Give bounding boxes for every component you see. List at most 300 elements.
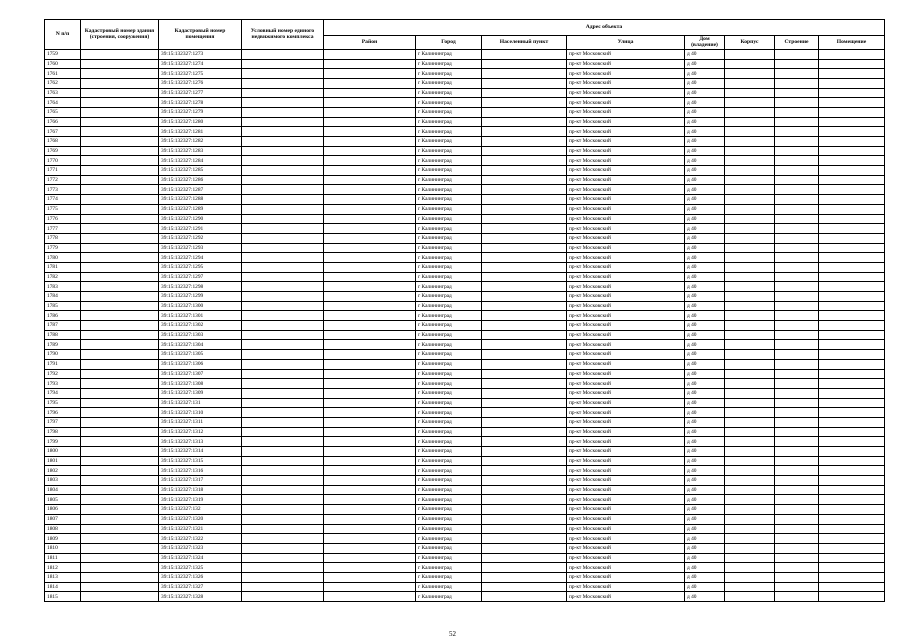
cell-district <box>324 408 416 418</box>
cell-cad-complex <box>242 204 324 214</box>
cell-settlement <box>482 117 567 127</box>
cell-city: г Калининград <box>416 534 482 544</box>
cell-block <box>725 311 775 321</box>
cell-block <box>725 262 775 272</box>
cell-street: пр-кт Московский <box>567 388 685 398</box>
cell-building <box>775 49 819 59</box>
table-row <box>45 321 885 331</box>
table-row <box>45 204 885 214</box>
cell-building <box>775 447 819 457</box>
cell-house: д 40 <box>685 437 725 447</box>
cell-house: д 40 <box>685 175 725 185</box>
cell-premises <box>819 49 885 59</box>
cell-settlement <box>482 437 567 447</box>
header-address: Адрес объекта <box>324 20 885 36</box>
cell-cad-building <box>81 495 159 505</box>
cell-premises <box>819 524 885 534</box>
cell-street: пр-кт Московский <box>567 524 685 534</box>
cell-settlement <box>482 156 567 166</box>
cell-cad-complex <box>242 495 324 505</box>
cell-premises <box>819 456 885 466</box>
cell-settlement <box>482 543 567 553</box>
cell-house: д 40 <box>685 359 725 369</box>
cell-house: д 40 <box>685 204 725 214</box>
cell-cad-complex <box>242 427 324 437</box>
cell-block <box>725 408 775 418</box>
cell-city: г Калининград <box>416 166 482 176</box>
cell-cad-complex <box>242 253 324 263</box>
cell-premises <box>819 185 885 195</box>
cell-house: д 40 <box>685 253 725 263</box>
cell-cad-complex <box>242 127 324 137</box>
cell-city: г Калининград <box>416 224 482 234</box>
cell-premises <box>819 350 885 360</box>
cell-street: пр-кт Московский <box>567 272 685 282</box>
cell-house: д 40 <box>685 127 725 137</box>
cell-cad-complex <box>242 563 324 573</box>
table-row <box>45 340 885 350</box>
cell-block <box>725 185 775 195</box>
cell-premises <box>819 582 885 592</box>
cell-premises <box>819 466 885 476</box>
cell-num: 1786 <box>45 311 81 321</box>
cell-num: 1794 <box>45 388 81 398</box>
cell-num: 1802 <box>45 466 81 476</box>
cell-block <box>725 175 775 185</box>
cell-cad-complex <box>242 233 324 243</box>
cell-block <box>725 514 775 524</box>
cell-settlement <box>482 243 567 253</box>
cell-settlement <box>482 495 567 505</box>
cell-cad-room: 39:15:132327:1289 <box>159 204 242 214</box>
cell-premises <box>819 572 885 582</box>
table-row <box>45 49 885 59</box>
cell-cad-room: 39:15:132327:1281 <box>159 127 242 137</box>
cell-num: 1777 <box>45 224 81 234</box>
cell-num: 1773 <box>45 185 81 195</box>
cell-street: пр-кт Московский <box>567 505 685 515</box>
table-row <box>45 388 885 398</box>
table-row <box>45 476 885 486</box>
cell-district <box>324 398 416 408</box>
cell-street: пр-кт Московский <box>567 495 685 505</box>
cell-district <box>324 117 416 127</box>
cell-cad-room: 39:15:132327:1304 <box>159 340 242 350</box>
cell-house: д 40 <box>685 485 725 495</box>
cell-cad-building <box>81 505 159 515</box>
table-row <box>45 534 885 544</box>
cell-cad-room: 39:15:132327:1302 <box>159 321 242 331</box>
cell-house: д 40 <box>685 447 725 457</box>
cell-block <box>725 204 775 214</box>
cell-street: пр-кт Московский <box>567 166 685 176</box>
cell-district <box>324 49 416 59</box>
cell-house: д 40 <box>685 49 725 59</box>
table-row <box>45 543 885 553</box>
cell-street: пр-кт Московский <box>567 185 685 195</box>
cell-premises <box>819 78 885 88</box>
cell-cad-building <box>81 107 159 117</box>
cell-district <box>324 379 416 389</box>
cell-settlement <box>482 78 567 88</box>
cell-city: г Калининград <box>416 321 482 331</box>
cell-cad-room: 39:15:132327:1277 <box>159 88 242 98</box>
table-row <box>45 185 885 195</box>
cell-num: 1805 <box>45 495 81 505</box>
cell-cad-building <box>81 137 159 147</box>
cell-building <box>775 224 819 234</box>
table-row <box>45 88 885 98</box>
table-row <box>45 582 885 592</box>
cell-premises <box>819 253 885 263</box>
cell-block <box>725 127 775 137</box>
cell-building <box>775 321 819 331</box>
cell-city: г Калининград <box>416 107 482 117</box>
cell-house: д 40 <box>685 98 725 108</box>
cell-district <box>324 204 416 214</box>
cell-block <box>725 233 775 243</box>
cell-district <box>324 369 416 379</box>
cell-settlement <box>482 340 567 350</box>
cell-block <box>725 272 775 282</box>
cell-house: д 40 <box>685 195 725 205</box>
cell-building <box>775 340 819 350</box>
cell-district <box>324 166 416 176</box>
cell-city: г Калининград <box>416 262 482 272</box>
cell-building <box>775 388 819 398</box>
cell-block <box>725 369 775 379</box>
table-row <box>45 224 885 234</box>
table-row <box>45 311 885 321</box>
cell-cad-room: 39:15:132327:1276 <box>159 78 242 88</box>
cell-block <box>725 388 775 398</box>
cell-cad-room: 39:15:132327:1305 <box>159 350 242 360</box>
cell-settlement <box>482 350 567 360</box>
cell-city: г Калининград <box>416 524 482 534</box>
cell-building <box>775 69 819 79</box>
cell-num: 1809 <box>45 534 81 544</box>
cell-cad-room: 39:15:132327:1283 <box>159 146 242 156</box>
cell-building <box>775 330 819 340</box>
cell-building <box>775 195 819 205</box>
cell-cad-building <box>81 292 159 302</box>
cell-city: г Калининград <box>416 592 482 602</box>
cell-cad-complex <box>242 243 324 253</box>
cell-cad-room: 39:15:132327:1294 <box>159 253 242 263</box>
cell-premises <box>819 243 885 253</box>
cell-cad-building <box>81 301 159 311</box>
cell-block <box>725 582 775 592</box>
cell-num: 1770 <box>45 156 81 166</box>
cell-settlement <box>482 253 567 263</box>
cell-cad-building <box>81 204 159 214</box>
cell-house: д 40 <box>685 408 725 418</box>
cell-cad-room: 39:15:132327:1320 <box>159 514 242 524</box>
cell-premises <box>819 301 885 311</box>
cell-house: д 40 <box>685 369 725 379</box>
cell-premises <box>819 379 885 389</box>
cell-district <box>324 524 416 534</box>
header-premises: Помещение <box>819 36 885 50</box>
cell-num: 1804 <box>45 485 81 495</box>
cell-city: г Калининград <box>416 456 482 466</box>
cell-house: д 40 <box>685 572 725 582</box>
cell-cad-building <box>81 233 159 243</box>
cell-street: пр-кт Московский <box>567 262 685 272</box>
cell-building <box>775 262 819 272</box>
cell-cad-room: 39:15:132327:1282 <box>159 137 242 147</box>
cell-block <box>725 340 775 350</box>
cell-street: пр-кт Московский <box>567 456 685 466</box>
cell-city: г Калининград <box>416 78 482 88</box>
table-row <box>45 166 885 176</box>
cell-district <box>324 330 416 340</box>
cell-cad-building <box>81 69 159 79</box>
table-row <box>45 175 885 185</box>
header-building: Строение <box>775 36 819 50</box>
cell-house: д 40 <box>685 185 725 195</box>
cell-city: г Калининград <box>416 408 482 418</box>
cell-num: 1790 <box>45 350 81 360</box>
cell-house: д 40 <box>685 505 725 515</box>
cell-cad-building <box>81 185 159 195</box>
cell-city: г Калининград <box>416 466 482 476</box>
cell-district <box>324 563 416 573</box>
cell-premises <box>819 156 885 166</box>
cell-street: пр-кт Московский <box>567 543 685 553</box>
cell-block <box>725 359 775 369</box>
cell-cad-complex <box>242 534 324 544</box>
cell-building <box>775 137 819 147</box>
table-row <box>45 78 885 88</box>
cell-house: д 40 <box>685 388 725 398</box>
table-row <box>45 505 885 515</box>
cell-cad-room: 39:15:132327:1327 <box>159 582 242 592</box>
cell-cad-complex <box>242 69 324 79</box>
cell-street: пр-кт Московский <box>567 175 685 185</box>
cell-premises <box>819 117 885 127</box>
cell-cad-room: 39:15:132327:1328 <box>159 592 242 602</box>
cell-city: г Калининград <box>416 233 482 243</box>
cell-house: д 40 <box>685 563 725 573</box>
cell-num: 1774 <box>45 195 81 205</box>
cell-cad-room: 39:15:132327:1319 <box>159 495 242 505</box>
cell-cad-building <box>81 146 159 156</box>
cell-building <box>775 534 819 544</box>
cell-cad-complex <box>242 301 324 311</box>
cell-cad-room: 39:15:132327:1273 <box>159 49 242 59</box>
cell-district <box>324 553 416 563</box>
cell-cad-building <box>81 359 159 369</box>
cell-cad-room: 39:15:132327:1315 <box>159 456 242 466</box>
cell-district <box>324 98 416 108</box>
cell-district <box>324 592 416 602</box>
cell-cad-building <box>81 49 159 59</box>
cell-cad-room: 39:15:132327:1310 <box>159 408 242 418</box>
cell-block <box>725 195 775 205</box>
cell-cad-building <box>81 553 159 563</box>
cell-cad-complex <box>242 476 324 486</box>
cell-street: пр-кт Московский <box>567 137 685 147</box>
header-city: Город <box>416 36 482 50</box>
cell-district <box>324 311 416 321</box>
cell-cad-complex <box>242 359 324 369</box>
cell-cad-complex <box>242 543 324 553</box>
cell-house: д 40 <box>685 311 725 321</box>
cell-cad-building <box>81 369 159 379</box>
table-row <box>45 572 885 582</box>
cell-cad-room: 39:15:132327:1291 <box>159 224 242 234</box>
cell-block <box>725 321 775 331</box>
table-row <box>45 369 885 379</box>
cell-street: пр-кт Московский <box>567 534 685 544</box>
table-row <box>45 243 885 253</box>
cell-district <box>324 350 416 360</box>
cell-num: 1814 <box>45 582 81 592</box>
cell-street: пр-кт Московский <box>567 563 685 573</box>
cell-district <box>324 427 416 437</box>
cell-district <box>324 69 416 79</box>
cell-building <box>775 301 819 311</box>
cell-premises <box>819 563 885 573</box>
cell-city: г Калининград <box>416 340 482 350</box>
cell-district <box>324 340 416 350</box>
cell-cad-complex <box>242 514 324 524</box>
cell-building <box>775 243 819 253</box>
cell-settlement <box>482 398 567 408</box>
cell-city: г Калининград <box>416 427 482 437</box>
cell-house: д 40 <box>685 243 725 253</box>
table-row <box>45 330 885 340</box>
cell-premises <box>819 59 885 69</box>
cell-num: 1812 <box>45 563 81 573</box>
cell-num: 1760 <box>45 59 81 69</box>
table-row <box>45 592 885 602</box>
cell-settlement <box>482 514 567 524</box>
cell-cad-building <box>81 563 159 573</box>
cell-premises <box>819 166 885 176</box>
cell-cad-building <box>81 572 159 582</box>
cell-settlement <box>482 572 567 582</box>
cell-building <box>775 476 819 486</box>
cell-cad-complex <box>242 582 324 592</box>
cell-block <box>725 137 775 147</box>
cell-street: пр-кт Московский <box>567 214 685 224</box>
cell-block <box>725 398 775 408</box>
cell-house: д 40 <box>685 592 725 602</box>
cell-cad-room: 39:15:132327:1311 <box>159 417 242 427</box>
cell-block <box>725 59 775 69</box>
cell-district <box>324 388 416 398</box>
cell-building <box>775 59 819 69</box>
cell-district <box>324 59 416 69</box>
cell-cad-building <box>81 466 159 476</box>
cell-district <box>324 301 416 311</box>
cell-street: пр-кт Московский <box>567 437 685 447</box>
cell-cad-building <box>81 330 159 340</box>
cell-settlement <box>482 485 567 495</box>
cell-street: пр-кт Московский <box>567 253 685 263</box>
cell-block <box>725 456 775 466</box>
cell-block <box>725 534 775 544</box>
cell-street: пр-кт Московский <box>567 427 685 437</box>
cell-district <box>324 505 416 515</box>
cell-cad-building <box>81 311 159 321</box>
cell-settlement <box>482 321 567 331</box>
cell-street: пр-кт Московский <box>567 350 685 360</box>
cell-house: д 40 <box>685 417 725 427</box>
cell-settlement <box>482 388 567 398</box>
cell-block <box>725 214 775 224</box>
cell-num: 1806 <box>45 505 81 515</box>
cell-cad-complex <box>242 321 324 331</box>
cell-num: 1776 <box>45 214 81 224</box>
cell-cad-room: 39:15:132327:1286 <box>159 175 242 185</box>
cell-settlement <box>482 592 567 602</box>
header-house: Дом (владение) <box>685 36 725 50</box>
cell-district <box>324 437 416 447</box>
cell-cad-building <box>81 282 159 292</box>
cell-settlement <box>482 553 567 563</box>
cell-city: г Калининград <box>416 398 482 408</box>
cell-building <box>775 292 819 302</box>
cell-settlement <box>482 466 567 476</box>
cell-street: пр-кт Московский <box>567 282 685 292</box>
cell-house: д 40 <box>685 427 725 437</box>
cell-cad-building <box>81 262 159 272</box>
cell-settlement <box>482 195 567 205</box>
table-row <box>45 524 885 534</box>
cell-premises <box>819 69 885 79</box>
cell-settlement <box>482 49 567 59</box>
cell-street: пр-кт Московский <box>567 156 685 166</box>
cell-cad-complex <box>242 369 324 379</box>
cell-num: 1771 <box>45 166 81 176</box>
cell-premises <box>819 146 885 156</box>
cell-street: пр-кт Московский <box>567 78 685 88</box>
cell-premises <box>819 437 885 447</box>
cell-premises <box>819 311 885 321</box>
header-cad-room: Кадастровый номер помещения <box>159 20 242 50</box>
cell-house: д 40 <box>685 495 725 505</box>
cell-building <box>775 466 819 476</box>
cell-house: д 40 <box>685 233 725 243</box>
table-row <box>45 59 885 69</box>
cell-cad-room: 39:15:132327:1279 <box>159 107 242 117</box>
cell-premises <box>819 321 885 331</box>
cell-house: д 40 <box>685 301 725 311</box>
cell-num: 1793 <box>45 379 81 389</box>
cell-house: д 40 <box>685 398 725 408</box>
cell-num: 1780 <box>45 253 81 263</box>
cell-cad-room: 39:15:132327:132 <box>159 505 242 515</box>
cell-cad-complex <box>242 175 324 185</box>
cell-house: д 40 <box>685 166 725 176</box>
cell-cad-complex <box>242 137 324 147</box>
cell-cad-complex <box>242 166 324 176</box>
cell-num: 1801 <box>45 456 81 466</box>
table-row <box>45 69 885 79</box>
table-row <box>45 563 885 573</box>
table-row <box>45 350 885 360</box>
cell-block <box>725 350 775 360</box>
cell-premises <box>819 98 885 108</box>
cell-city: г Калининград <box>416 476 482 486</box>
cell-block <box>725 88 775 98</box>
cell-num: 1791 <box>45 359 81 369</box>
cell-city: г Калининград <box>416 272 482 282</box>
cell-block <box>725 166 775 176</box>
